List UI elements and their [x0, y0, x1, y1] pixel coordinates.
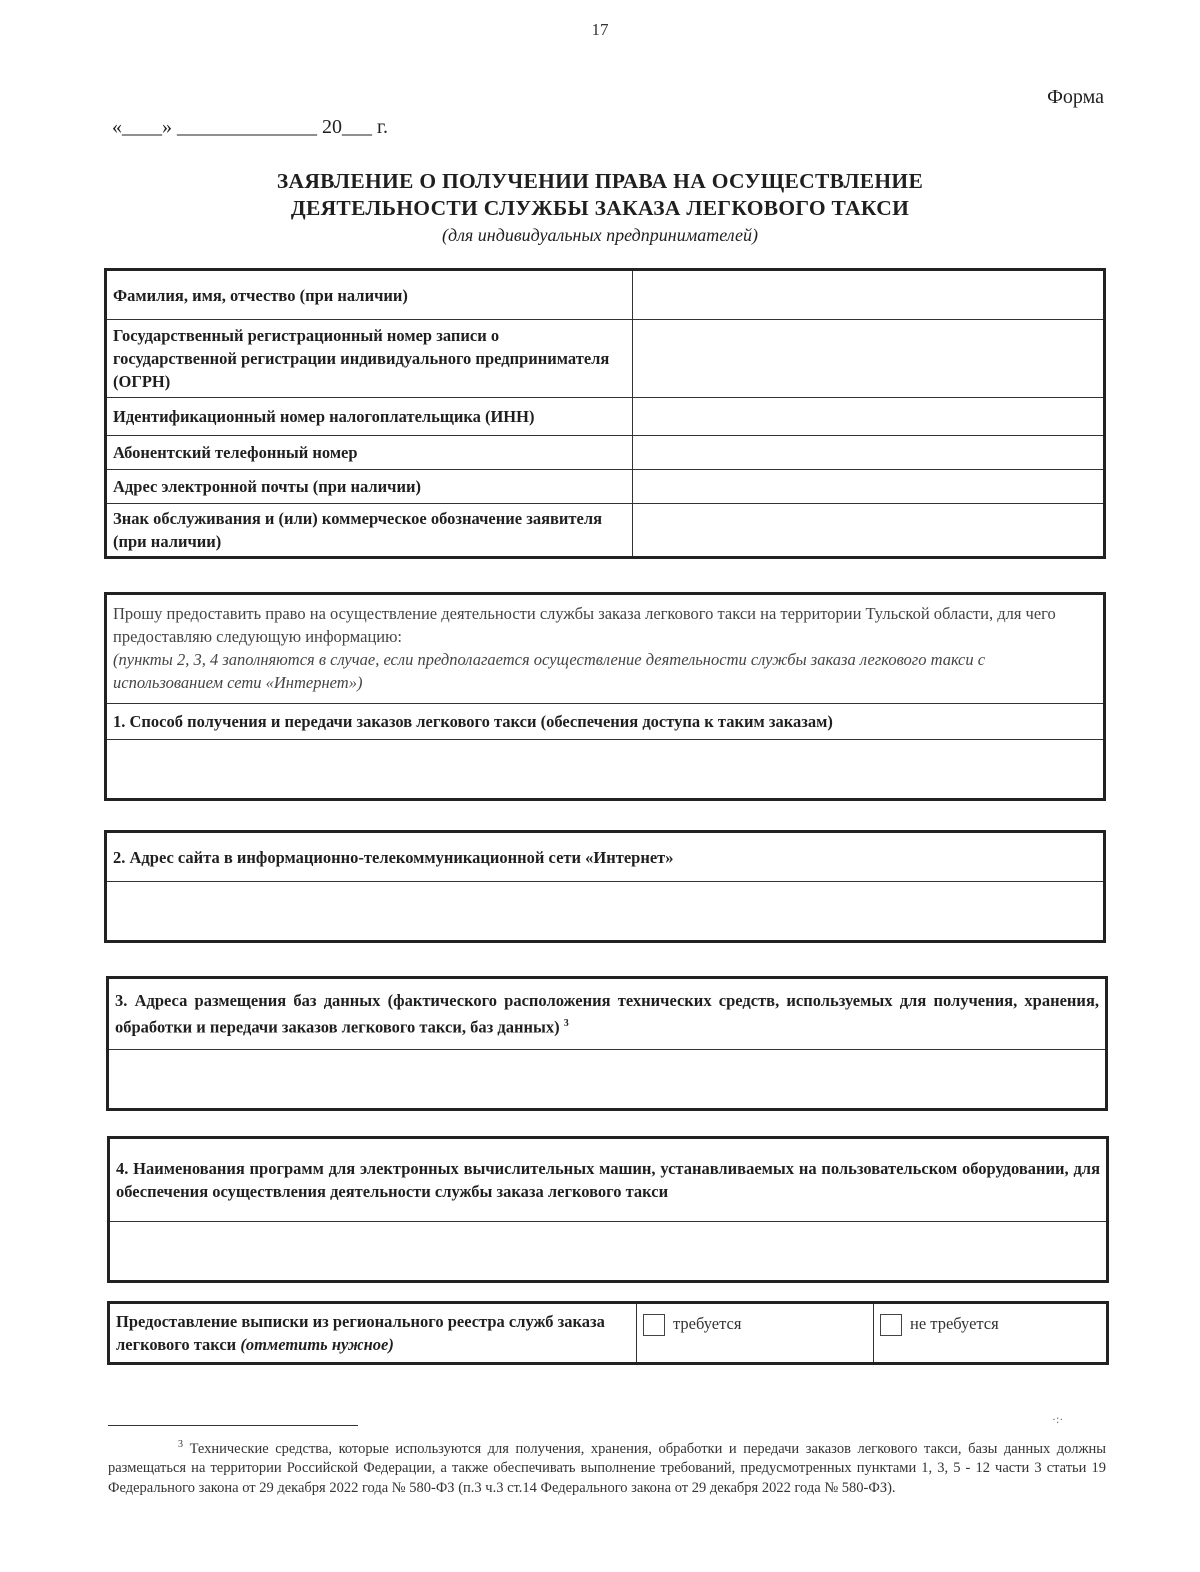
inn-field[interactable] — [633, 398, 1105, 436]
table-row — [109, 1222, 1108, 1282]
title-line-1: ЗАЯВЛЕНИЕ О ПОЛУЧЕНИИ ПРАВА НА ОСУЩЕСТВЛЕНИЕ — [276, 169, 924, 193]
option-required[interactable] — [637, 1303, 874, 1364]
item-2-table — [104, 830, 1106, 943]
table-row — [106, 704, 1105, 740]
applicant-table — [104, 268, 1106, 559]
date-line[interactable]: «____» ______________ 20___ г. — [112, 116, 388, 138]
request-note: (пункты 2, 3, 4 заполняются в случае, если предполагается осуществление деятельности службы заказа легкового такси с использованием сети «Интернет») — [113, 650, 986, 692]
extract-label: Предоставление выписки из регионального реестра служб заказа легкового такси — [116, 1312, 605, 1354]
table-row — [108, 1050, 1107, 1110]
required-checkbox[interactable] — [643, 1314, 665, 1336]
phone-field[interactable] — [633, 436, 1105, 470]
table-row — [106, 398, 1105, 436]
fio-field[interactable] — [633, 270, 1105, 320]
item-4-field[interactable] — [109, 1222, 1108, 1282]
not-required-checkbox[interactable] — [880, 1314, 902, 1336]
row-label-email: Адрес электронной почты (при наличии) — [106, 470, 633, 504]
table-row — [108, 978, 1107, 1050]
footnote-divider — [108, 1425, 358, 1426]
extract-table — [107, 1301, 1109, 1365]
extract-hint: (отметить нужное) — [240, 1335, 394, 1354]
item-4-label: 4. Наименования программ для электронных вычислительных машин, устанавливаемых на пользовательском оборудовании, для обеспечения осуществления деятельности службы заказа легкового такси — [109, 1138, 1108, 1222]
ogrn-field[interactable] — [633, 320, 1105, 398]
scan-mark: ·:· — [1052, 1412, 1064, 1426]
table-row — [109, 1138, 1108, 1222]
option-not-required-label: не требуется — [910, 1314, 999, 1333]
row-label-inn: Идентификационный номер налогоплательщика (ИНН) — [106, 398, 633, 436]
item-1-field[interactable] — [106, 740, 1105, 800]
page-number: 17 — [591, 20, 609, 39]
title-line-2: ДЕЯТЕЛЬНОСТИ СЛУЖБЫ ЗАКАЗА ЛЕГКОВОГО ТАКСИ — [290, 196, 910, 220]
table-row — [106, 470, 1105, 504]
table-row — [106, 436, 1105, 470]
option-not-required[interactable] — [874, 1303, 1108, 1364]
trademark-field[interactable] — [633, 504, 1105, 558]
table-row — [106, 270, 1105, 320]
row-label-trademark: Знак обслуживания и (или) коммерческое обозначение заявителя (при наличии) — [106, 504, 633, 558]
item-3-table — [106, 976, 1108, 1111]
request-text: Прошу предоставить право на осуществление деятельности службы заказа легкового такси на территории Тульской области, для чего предоставляю следующую информацию: — [113, 604, 1056, 646]
footnote — [108, 1435, 1106, 1498]
item-3-label: 3. Адреса размещения баз данных (фактического расположения технических средств, используемых для получения, хранения, обработки и передачи заказов легкового такси, баз данных) — [115, 991, 1099, 1037]
email-field[interactable] — [633, 470, 1105, 504]
table-row — [106, 320, 1105, 398]
request-table — [104, 592, 1106, 801]
item-4-table — [107, 1136, 1109, 1283]
footnote-ref: 3 — [563, 1018, 569, 1030]
footnote-text: Технические средства, которые используются для получения, хранения, обработки и передачи заказов легкового такси, базы данных должны размещаться на территории Российской Федерации, а также обеспечивать выполнение требований, предусмотренных пунктами 1, 3, 5 - 12 части 3 статьи 19 Федерального закона от 29 декабря 2022 года № 580-ФЗ (п.3 ч.3 ст.14 Федерального закона от 29 декабря 2022 года № 580-ФЗ). — [108, 1440, 1106, 1496]
row-label-ogrn: Государственный регистрационный номер записи о государственной регистрации индивидуального предпринимателя (ОГРН) — [106, 320, 633, 398]
extract-label-cell — [109, 1303, 637, 1364]
footnote-number: 3 — [178, 1439, 183, 1450]
item-3-field[interactable] — [108, 1050, 1107, 1110]
table-row — [106, 740, 1105, 800]
row-label-fio: Фамилия, имя, отчество (при наличии) — [106, 270, 633, 320]
item-3-label-cell — [108, 978, 1107, 1050]
row-label-phone: Абонентский телефонный номер — [106, 436, 633, 470]
form-label: Форма — [1047, 86, 1104, 108]
option-required-label: требуется — [673, 1314, 742, 1333]
table-row — [106, 832, 1105, 882]
table-row — [106, 882, 1105, 942]
document-subtitle: (для индивидуальных предпринимателей) — [441, 225, 759, 245]
table-row — [109, 1303, 1108, 1364]
item-2-field[interactable] — [106, 882, 1105, 942]
table-row — [106, 504, 1105, 558]
document-title — [0, 168, 1200, 222]
table-row — [106, 594, 1105, 704]
request-cell — [106, 594, 1105, 704]
item-1-label: 1. Способ получения и передачи заказов легкового такси (обеспечения доступа к таким заказам) — [106, 704, 1105, 740]
item-2-label: 2. Адрес сайта в информационно-телекоммуникационной сети «Интернет» — [106, 832, 1105, 882]
